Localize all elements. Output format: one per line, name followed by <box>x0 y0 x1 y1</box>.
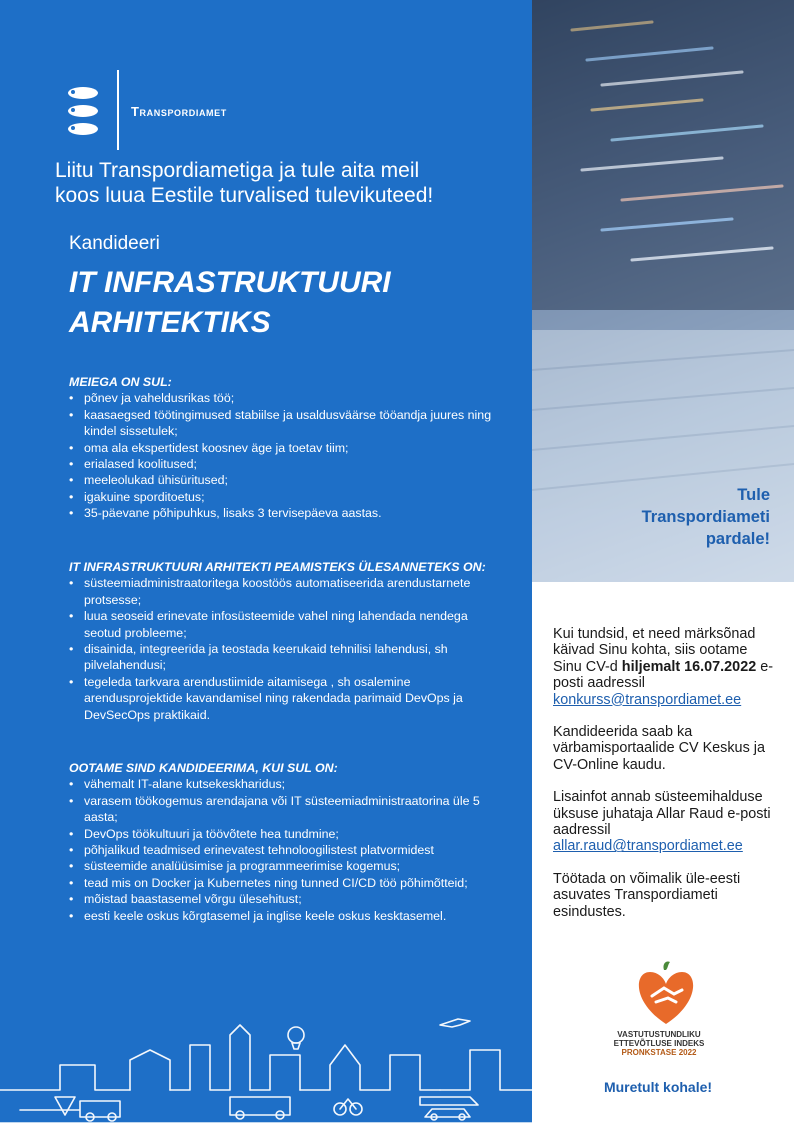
list-item: • meeleolukad ühisüritused; <box>69 473 228 488</box>
list-item: • igakuine sporditoetus; <box>69 489 205 504</box>
apply-intro: Kandideeri <box>69 233 160 254</box>
job-title <box>69 263 391 343</box>
application-email-link[interactable]: konkurss@transpordiamet.ee <box>553 691 742 708</box>
slogan-line: Liitu Transpordiametiga ja tule aita meil <box>55 159 420 182</box>
list-item: • luua seoseid erinevate infosüsteemide vahel ning lahendada nendega seotud probleeme; <box>69 609 468 640</box>
tagline <box>642 484 770 550</box>
list-item: • kaasaegsed töötingimused stabiilse ja usaldusväärse tööandja juures ning kindel sissetulek; <box>69 407 492 439</box>
list-item: • süsteemide analüüsimise ja programmeerimise kogemus; <box>69 859 401 874</box>
tasks-section <box>69 559 499 723</box>
portals-paragraph: Kandideerida saab ka värbamisportaalide CV Keskus ja CV-Online kaudu. <box>553 724 765 773</box>
list-item: • põnev ja vaheldusrikas töö; <box>69 391 235 406</box>
list-item: • oma ala ekspertidest koosnev äge ja toetav tiim; <box>69 440 349 455</box>
list-item: • tegeleda tarkvara arendustiimide aitamisega , sh osalemine arendusprojektide kavandamisel ning rakendada parimaid DevOps ja DevSecOps praktikaid. <box>69 674 463 722</box>
requirements-heading: OOTAME SIND KANDIDEERIMA, KUI SUL ON: <box>69 761 338 775</box>
tasks-heading: IT INFRASTRUKTUURI ARHITEKTI PEAMISTEKS ÜLESANNETEKS ON: <box>69 560 486 574</box>
slogan-line: koos luua Eestile turvalised tulevikuteed! <box>55 184 434 207</box>
logo-divider <box>117 70 119 150</box>
job-title-line: ARHITEKTIKS <box>69 306 271 339</box>
city-skyline-illustration <box>0 1005 532 1123</box>
list-item: • tead mis on Docker ja Kubernetes ning tunned CI/CD töö põhimõtteid; <box>69 875 468 890</box>
deadline: hiljemalt 16.07.2022 <box>621 658 757 675</box>
application-paragraph: Kui tundsid, et need märksõnad käivad Sinu kohta, siis ootame Sinu CV-d hiljemalt 16.07.2022 e-posti aadressil konkurss@transpordiamet.ee <box>553 626 773 708</box>
list-item: • DevOps töökultuuri ja töövõtete hea tundmine; <box>69 826 339 841</box>
tagline-line: pardale! <box>705 530 770 548</box>
contact-paragraph: Lisainfot annab süsteemihalduse üksuse juhataja Allar Raud e-posti aadressil allar.raud@transpordiamet.ee <box>553 789 771 855</box>
list-item: • süsteemiadministraatoritega koostöös automatiseerida arendustarnete protsesse; <box>69 576 471 607</box>
job-title-line: IT INFRASTRUKTUURI <box>69 266 391 299</box>
list-item: • disainida, integreerida ja teostada keerukaid tehnilisi lahendusi, sh pilvelahendusi; <box>69 642 448 673</box>
offer-heading: MEIEGA ON SUL: <box>69 375 172 389</box>
slogan <box>55 158 495 208</box>
brand-name: Transpordiamet <box>131 104 227 119</box>
contact-email-link[interactable]: allar.raud@transpordiamet.ee <box>553 838 743 855</box>
requirements-section <box>69 760 499 924</box>
award-label: VASTUTUSTUNDLIKU ETTEVÕTLUSE INDEKS PRONKSTASE 2022 <box>613 1030 705 1057</box>
application-info <box>553 626 778 936</box>
list-item: • põhjalikud teadmised erinevatest tehnoloogilistest platvormidest <box>69 843 434 858</box>
coat-of-arms-icon <box>62 84 104 138</box>
footer-slogan: Muretult kohale! <box>603 1079 713 1095</box>
locations-paragraph: Töötada on võimalik üle-eesti asuvates Transpordiameti esindustes. <box>553 870 741 920</box>
list-item: • erialased koolitused; <box>69 457 197 472</box>
tagline-line: Transpordiameti <box>641 508 770 526</box>
list-item: • eesti keele oskus kõrgtasemel ja inglise keele oskus kesktasemel. <box>69 908 447 923</box>
offer-section <box>69 374 499 522</box>
list-item: • mõistad baastasemel võrgu ülesehitust; <box>69 892 302 907</box>
laptop-code-photo <box>532 0 794 582</box>
list-item: • 35-päevane põhipuhkus, lisaks 3 tervisepäeva aastas. <box>69 506 382 521</box>
list-item: • varasem töökogemus arendajana või IT süsteemiadministraatorina üle 5 aasta; <box>69 793 480 825</box>
list-item: • vähemalt IT-alane kutsekeskharidus; <box>69 777 286 792</box>
heart-handshake-icon <box>612 958 720 1028</box>
tagline-line: Tule <box>737 486 770 504</box>
